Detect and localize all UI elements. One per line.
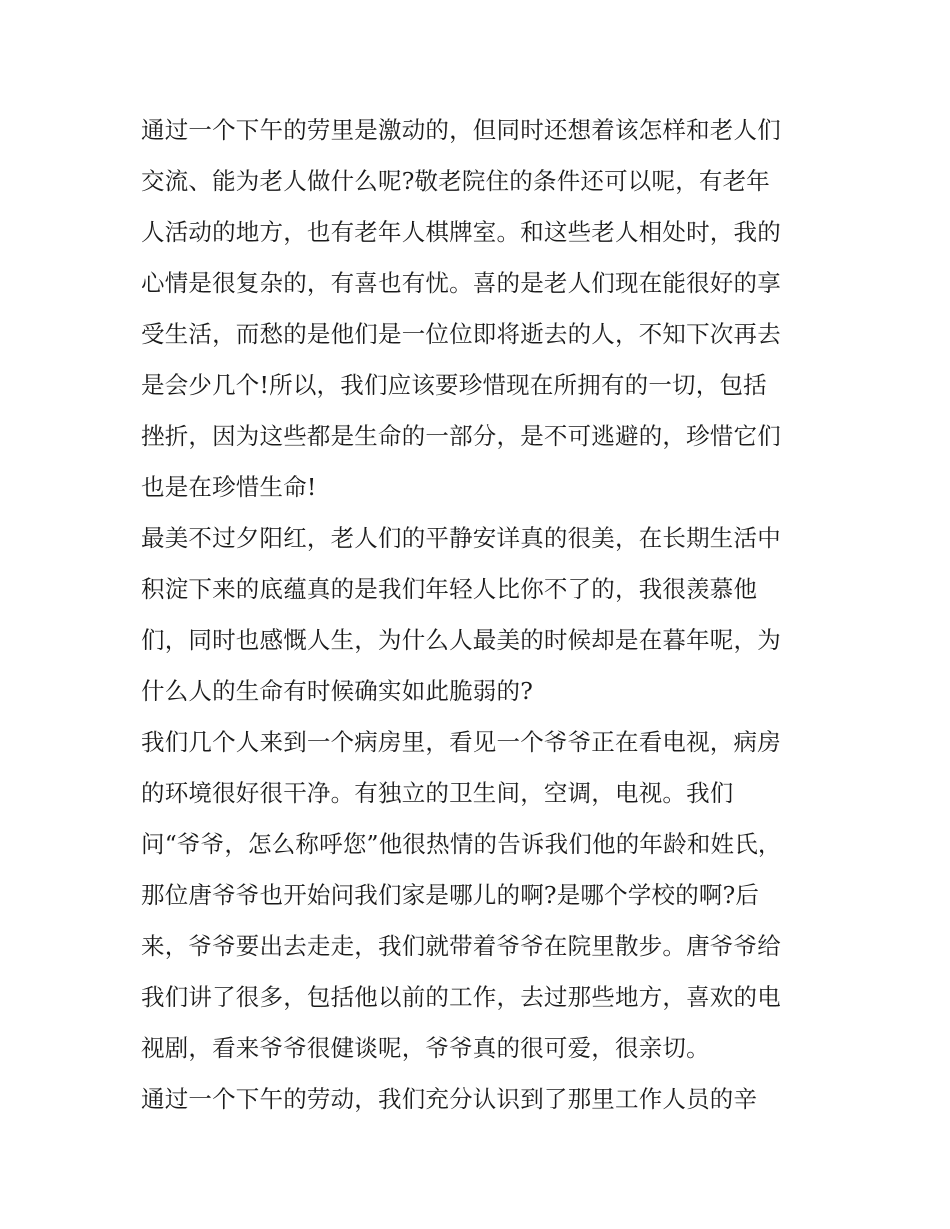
text-line: 问“爷爷，怎么称呼您”他很热情的告诉我们他的年龄和姓氏，	[141, 830, 782, 858]
text-line: 人活动的地方，也有老年人棋牌室。和这些老人相处时，我的	[141, 218, 781, 246]
text-line: 积淀下来的底蕴真的是我们年轻人比你不了的，我很羡慕他	[141, 575, 758, 603]
text-line: 心情是很复杂的，有喜也有忧。喜的是老人们现在能很好的享	[141, 269, 781, 297]
text-line: 受生活，而愁的是他们是一位位即将逝去的人，不知下次再去	[141, 320, 781, 348]
document-body	[141, 107, 821, 1127]
text-line: 们，同时也感慨人生，为什么人最美的时候却是在暮年呢，为	[141, 626, 781, 654]
text-line: 交流、能为老人做什么呢?敬老院住的条件还可以呢，有老年	[141, 167, 770, 195]
text-line: 我们讲了很多，包括他以前的工作，去过那些地方，喜欢的电	[141, 983, 781, 1011]
text-line: 我们几个人来到一个病房里，看见一个爷爷正在看电视，病房	[141, 728, 781, 756]
text-line: 来，爷爷要出去走走，我们就带着爷爷在院里散步。唐爷爷给	[141, 932, 781, 960]
text-line: 是会少几个!所以，我们应该要珍惜现在所拥有的一切，包括	[141, 371, 767, 399]
text-line: 视剧，看来爷爷很健谈呢，爷爷真的很可爱，很亲切。	[141, 1034, 710, 1062]
text-line: 最美不过夕阳红，老人们的平静安详真的很美，在长期生活中	[141, 524, 781, 552]
text-line: 那位唐爷爷也开始问我们家是哪儿的啊?是哪个学校的啊?后	[141, 881, 760, 909]
text-line: 的环境很好很干净。有独立的卫生间，空调，电视。我们	[141, 779, 734, 807]
text-line: 通过一个下午的劳里是激动的，但同时还想着该怎样和老人们	[141, 116, 781, 144]
text-line: 挫折，因为这些都是生命的一部分，是不可逃避的，珍惜它们	[141, 422, 781, 450]
text-line: 通过一个下午的劳动，我们充分认识到了那里工作人员的辛	[141, 1085, 758, 1113]
text-line: 也是在珍惜生命!	[141, 473, 317, 501]
text-line: 什么人的生命有时候确实如此脆弱的?	[141, 677, 533, 705]
